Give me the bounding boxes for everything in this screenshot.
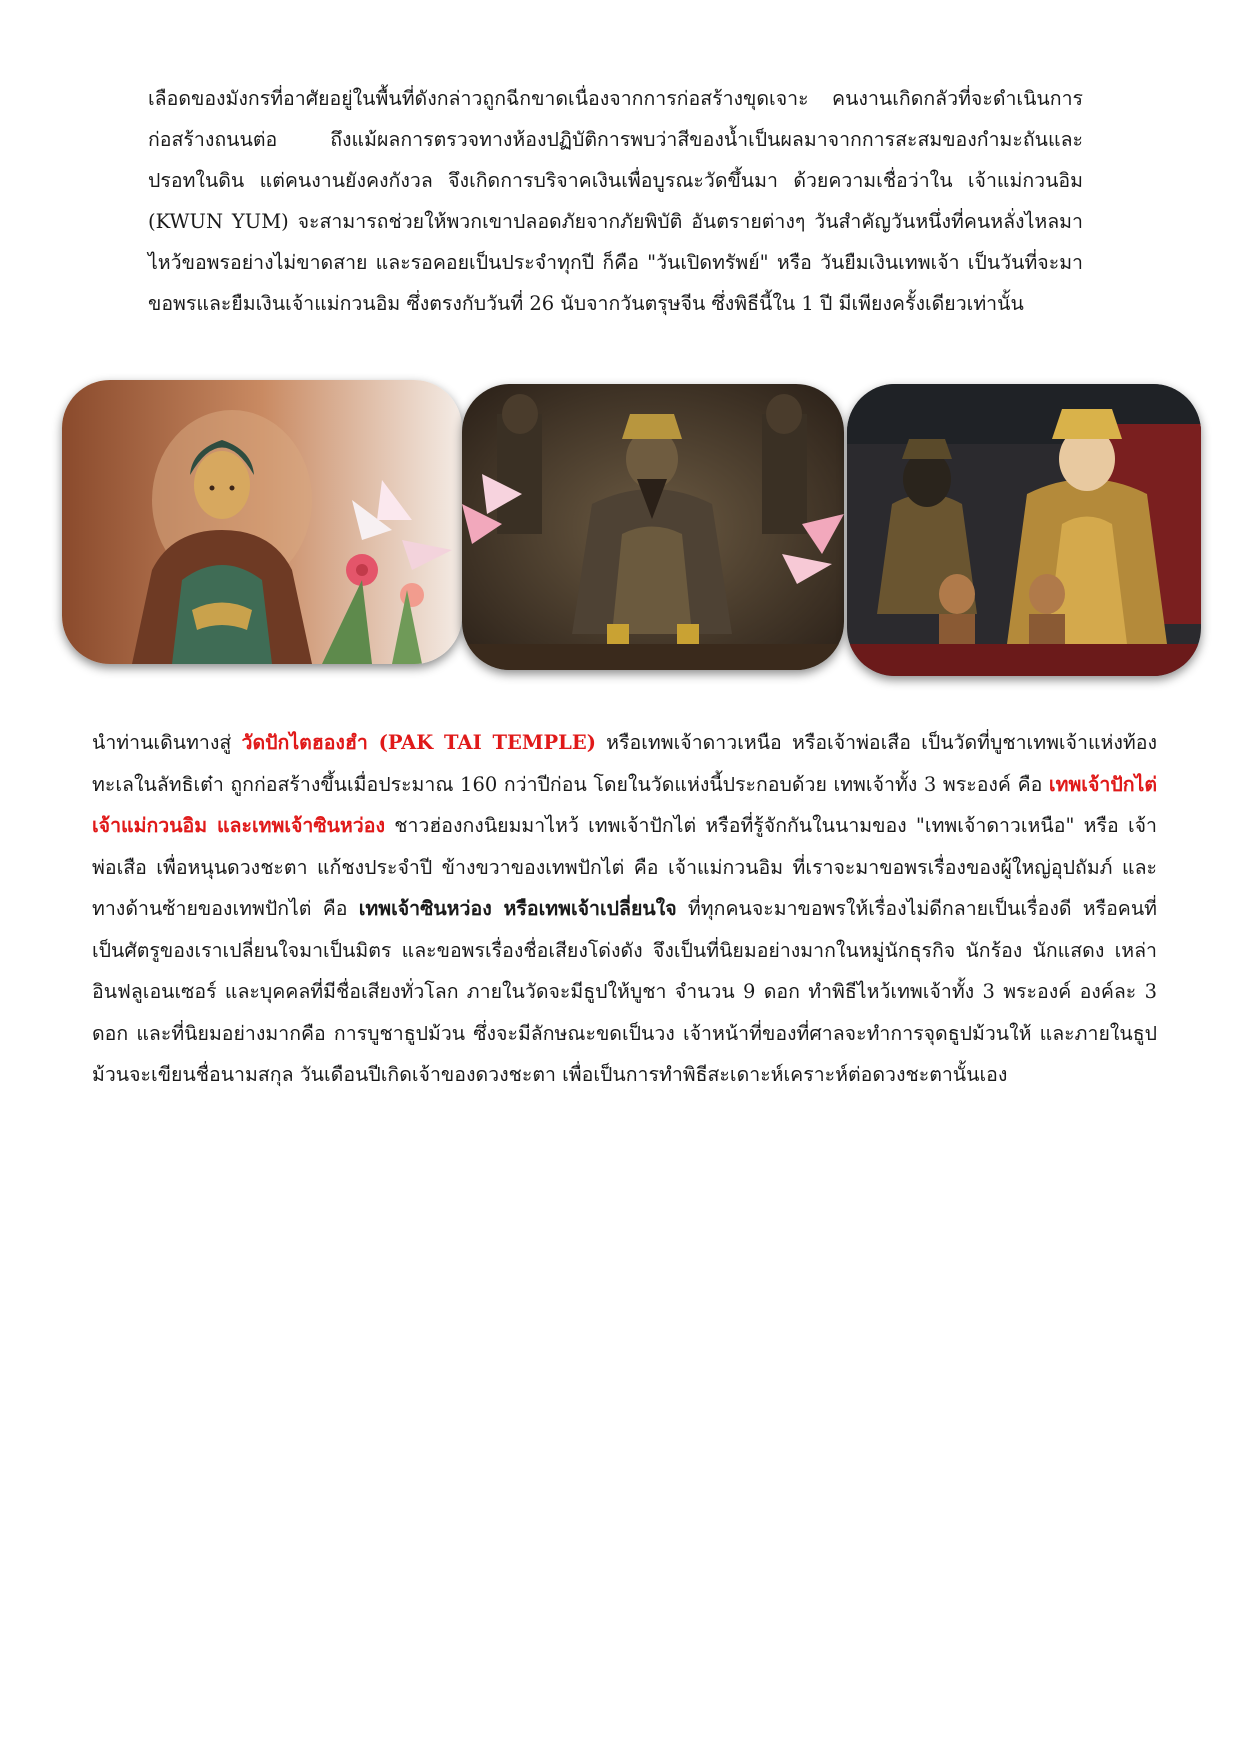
pak-tai-temple-paragraph bbox=[92, 722, 1157, 1096]
wong-tai-sin-name: เทพเจ้าซินหว่อง หรือเทพเจ้าเปลี่ยนใจ bbox=[358, 897, 677, 920]
gods-description: ชาวฮ่องกงนิยมมาไหว้ เทพเจ้าปักไต่ หรือที่รู้จักกันในนามของ "เทพเจ้าดาวเหนือ" หรือ เจ้าพ่อเสือ เพื่อหนุนดวงชะตา แก้ชงประจำปี ข้างขวาของเทพปักไต่ คือ เจ้าแม่กวนอิม ที่เราจะมาขอพรเรื่องของผู้ใหญ่อุปถัมภ์ และทางด้านซ้ายของเทพปักไต่ คือ bbox=[92, 814, 1157, 920]
wong-tai-sin-statue-photo bbox=[847, 384, 1201, 676]
pak-tai-statue-photo bbox=[462, 384, 844, 670]
three-gods-names: เทพเจ้าปักไต่ เจ้าแม่กวนอิม และเทพเจ้าซินหว่อง bbox=[92, 772, 1157, 837]
lead-text: นำท่านเดินทางสู่ bbox=[92, 731, 242, 754]
rituals-description: ที่ทุกคนจะมาขอพรให้เรื่องไม่ดีกลายเป็นเรื่องดี หรือคนที่เป็นศัตรูของเราเปลี่ยนใจมาเป็นมิตร และขอพรเรื่องชื่อเสียงโด่งดัง จึงเป็นที่นิยมอย่างมากในหมู่นักธุรกิจ นักร้อง นักแสดง เหล่าอินฟลูเอนเซอร์ และบุคคลที่มีชื่อเสียงทั่วโลก ภายในวัดจะมีธูปให้บูชา จำนวน 9 ดอก ทำพิธีไหว้เทพเจ้าทั้ง 3 พระองค์ องค์ละ 3 ดอก และที่นิยมอย่างมากคือ การบูชาธูปม้วน ซึ่งจะมีลักษณะขดเป็นวง เจ้าหน้าที่ของที่ศาลจะทำการจุดธูปม้วนให้ และภายในธูปม้วนจะเขียนชื่อนามสกุล วันเดือนปีเกิดเจ้าของดวงชะตา เพื่อเป็นการทำพิธีสะเดาะห์เคราะห์ต่อดวงชะตานั้นเอง bbox=[92, 897, 1158, 1086]
temple-description: หรือเทพเจ้าดาวเหนือ หรือเจ้าพ่อเสือ เป็นวัดที่บูชาเทพเจ้าแห่งท้องทะเลในลัทธิเต๋า ถูกก่อสร้างขึ้นเมื่อประมาณ 160 กว่าปีก่อน โดยในวัดแห่งนี้ประกอบด้วย เทพเจ้าทั้ง 3 พระองค์ คือ bbox=[92, 731, 1158, 796]
pak-tai-temple-text bbox=[92, 722, 1157, 1096]
guanyin-statue-photo bbox=[62, 380, 462, 664]
intro-paragraph bbox=[148, 78, 1083, 324]
temple-name: วัดปักไตฮองฮำ (PAK TAI TEMPLE) bbox=[241, 731, 596, 754]
intro-text: เลือดของมังกรที่อาศัยอยู่ในพื้นที่ดังกล่าวถูกฉีกขาดเนื่องจากการก่อสร้างขุดเจาะ คนงานเกิดกลัวที่จะดำเนินการก่อสร้างถนนต่อ ถึงแม้ผลการตรวจทางห้องปฏิบัติการพบว่าสีของน้ำเป็นผลมาจากการสะสมของกำมะถันและปรอทในดิน แต่คนงานยังคงกังวล จึงเกิดการบริจาคเงินเพื่อบูรณะวัดขึ้นมา ด้วยความเชื่อว่าใน เจ้าแม่กวนอิม (KWUN YUM) จะสามารถช่วยให้พวกเขาปลอดภัยจากภัยพิบัติ อันตรายต่างๆ วันสำคัญวันหนึ่งที่คนหลั่งไหลมาไหว้ขอพรอย่างไม่ขาดสาย และรอคอยเป็นประจำทุกปี ก็คือ "วันเปิดทรัพย์" หรือ วันยืมเงินเทพเจ้า เป็นวันที่จะมาขอพรและยืมเงินเจ้าแม่กวนอิม ซึ่งตรงกับวันที่ 26 นับจากวันตรุษจีน ซึ่งพิธีนี้ใน 1 ปี มีเพียงครั้งเดียวเท่านั้น bbox=[148, 87, 1083, 315]
